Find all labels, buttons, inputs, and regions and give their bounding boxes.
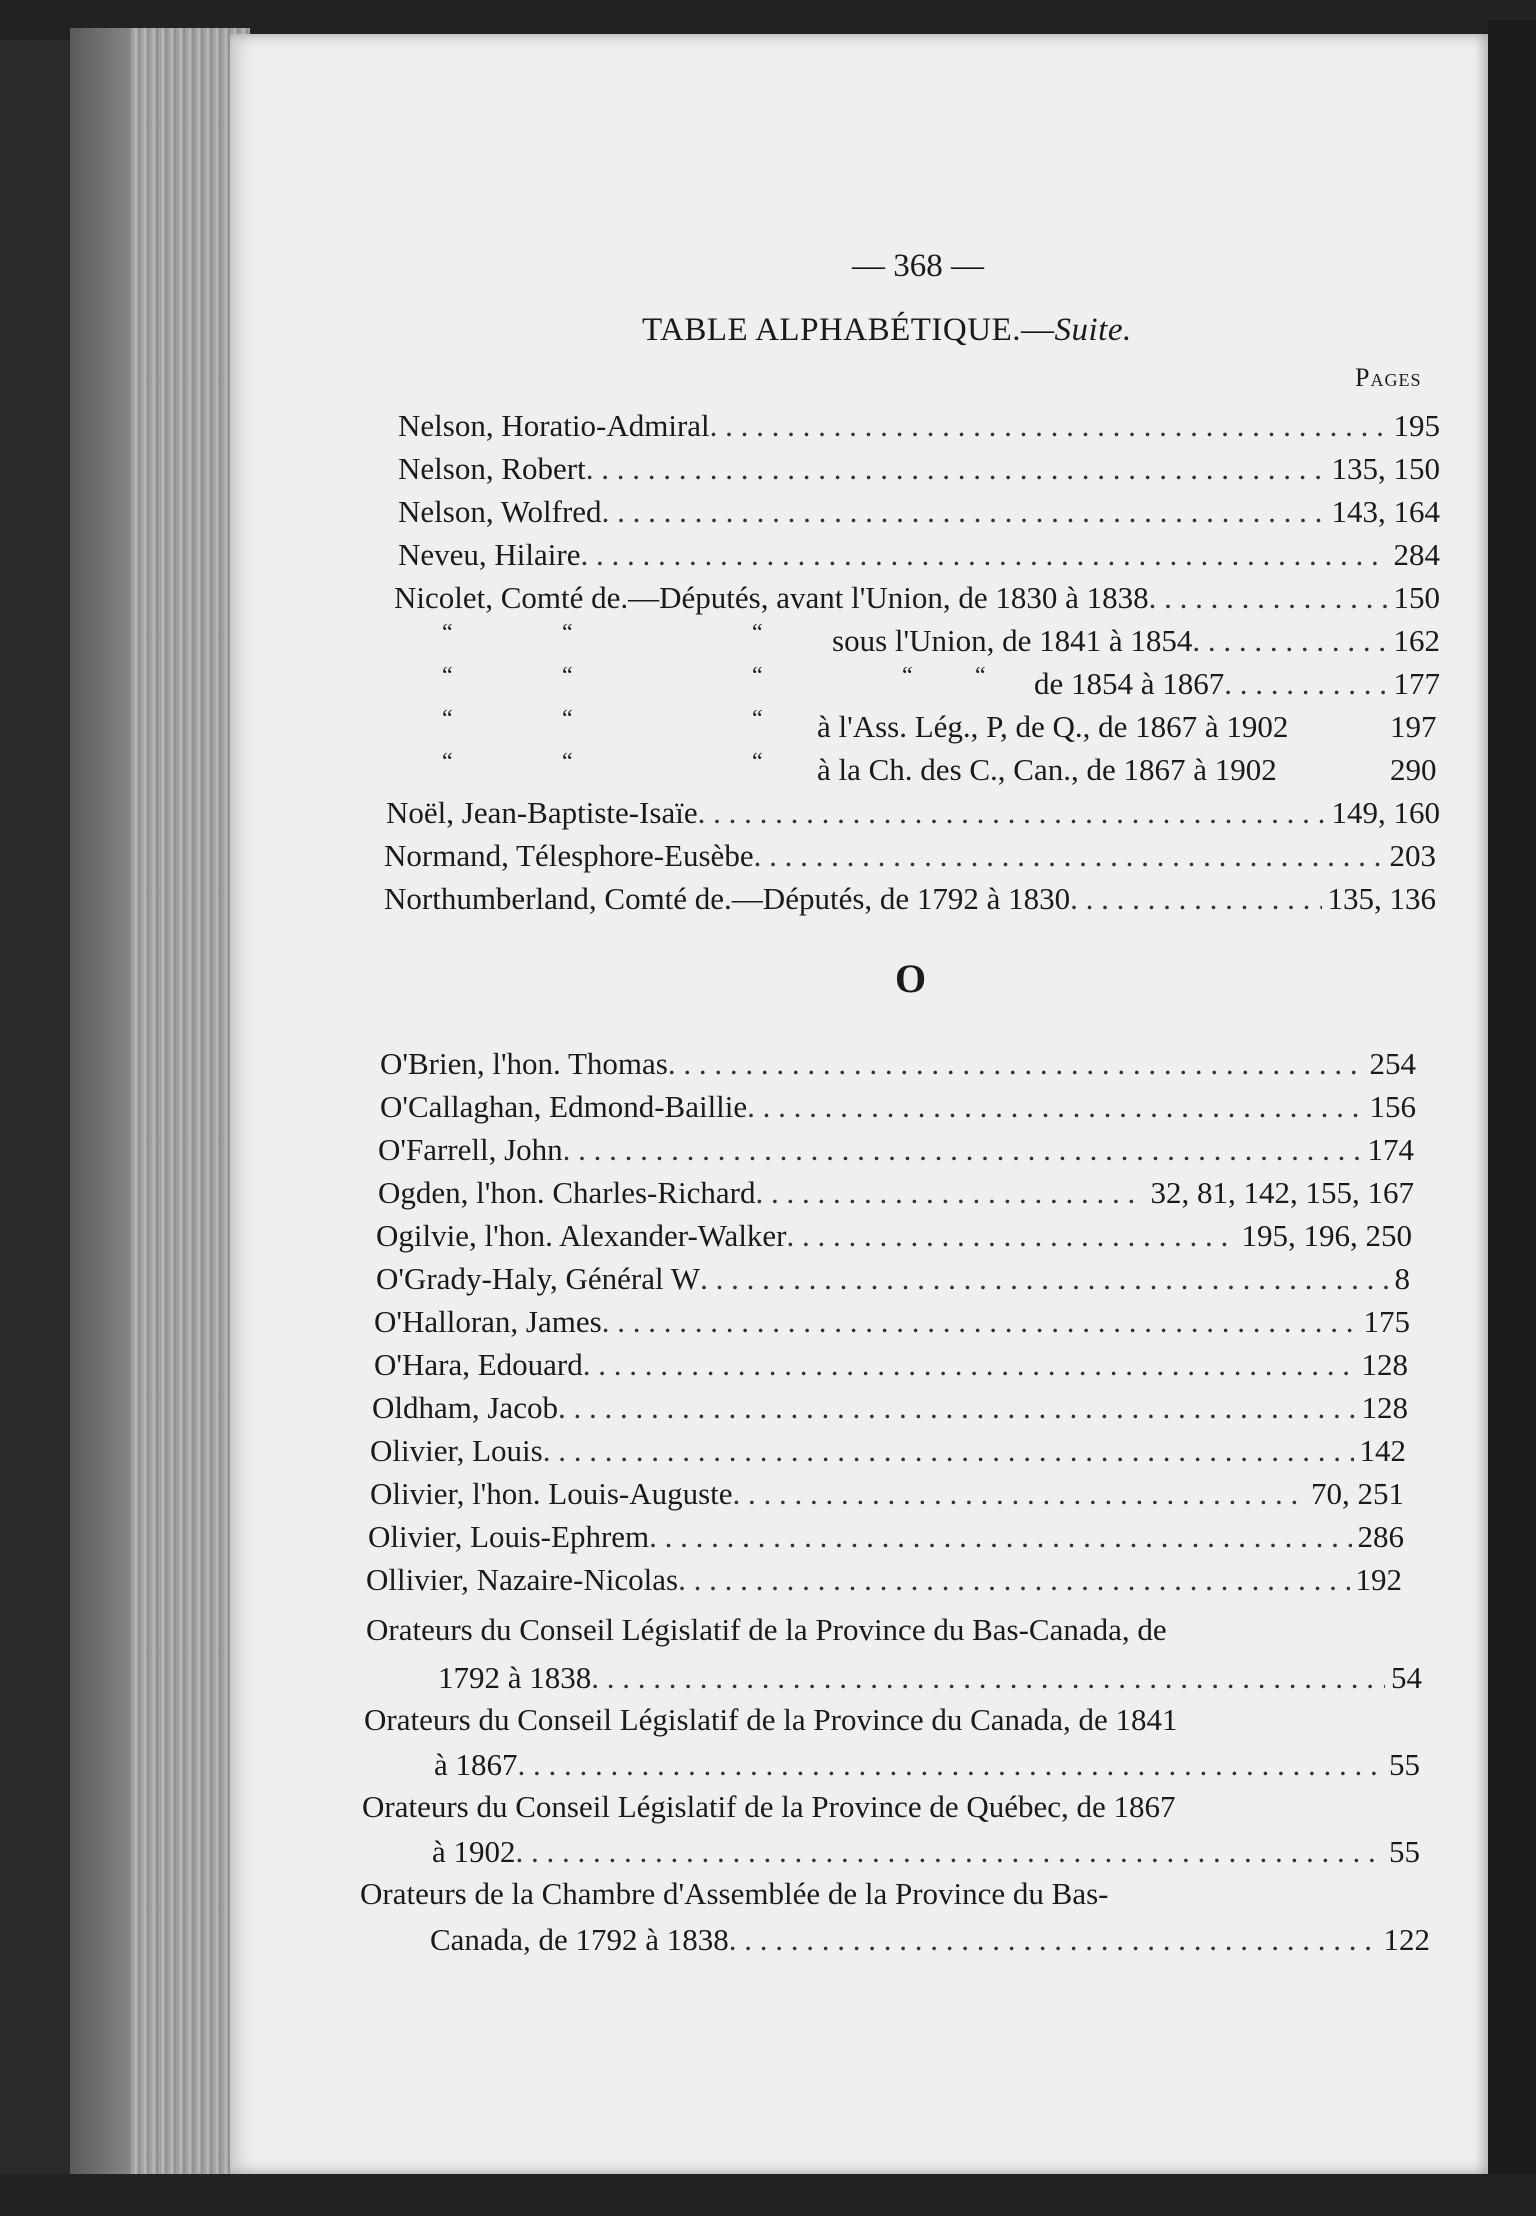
index-entry-line1: Orateurs de la Chambre d'Assemblée de la Province du Bas- bbox=[360, 1876, 1109, 1911]
index-subentry: à l'Ass. Lég., P, de Q., de 1867 à 1902 bbox=[817, 709, 1289, 744]
ditto-mark: “ bbox=[442, 663, 453, 689]
index-entry: Ogden, l'hon. Charles-Richard . . . 32, 81, 142, 155, 167 bbox=[378, 1173, 1414, 1213]
heading-main: TABLE ALPHABÉTIQUE.— bbox=[642, 312, 1055, 348]
index-entry: Normand, Télesphore-Eusèbe . . . 203 bbox=[384, 836, 1436, 876]
index-subentry: sous l'Union, de 1841 à 1854 . . . 162 bbox=[832, 621, 1440, 661]
index-subentry-pages: 290 bbox=[1390, 752, 1437, 787]
ditto-mark: “ bbox=[752, 620, 763, 646]
ditto-mark: “ bbox=[752, 749, 763, 775]
ditto-mark: “ bbox=[442, 620, 453, 646]
index-entry-line2: à 1867 . . . 55 bbox=[434, 1745, 1420, 1785]
index-entry: Olivier, Louis . . . 142 bbox=[370, 1431, 1406, 1471]
page-number: — 368 — bbox=[852, 248, 984, 284]
background-right bbox=[1488, 20, 1536, 2216]
ditto-mark: “ bbox=[442, 749, 453, 775]
index-entry-line2: Canada, de 1792 à 1838 . . . 122 bbox=[430, 1920, 1430, 1960]
index-entry: O'Halloran, James . . . 175 bbox=[374, 1302, 1410, 1342]
index-entry: O'Hara, Edouard . . . 128 bbox=[374, 1345, 1408, 1385]
index-entry: Olivier, l'hon. Louis-Auguste . . . 70, 251 bbox=[370, 1474, 1404, 1514]
index-entry: Oldham, Jacob . . . 128 bbox=[372, 1388, 1408, 1428]
ditto-mark: “ bbox=[442, 706, 453, 732]
index-entry-line1: Orateurs du Conseil Législatif de la Province du Bas-Canada, de bbox=[366, 1612, 1167, 1647]
index-entry: Noël, Jean-Baptiste-Isaïe . . . 149, 160 bbox=[386, 793, 1440, 833]
book-spine-shadow bbox=[70, 28, 130, 2178]
index-entry: Neveu, Hilaire . . . 284 bbox=[398, 535, 1440, 575]
index-subentry: de 1854 à 1867 . . . 177 bbox=[1034, 664, 1440, 704]
index-entry-nicolet: Nicolet, Comté de.—Députés, avant l'Union, de 1830 à 1838 . . . 150 bbox=[394, 578, 1440, 618]
index-entry: O'Callaghan, Edmond-Baillie . . . 156 bbox=[380, 1087, 1416, 1127]
pages-column-header: Pages bbox=[1355, 363, 1422, 392]
index-entry-line2: à 1902 . . . 55 bbox=[432, 1832, 1420, 1872]
index-entry: Ollivier, Nazaire-Nicolas . . . 192 bbox=[366, 1560, 1402, 1600]
index-entry: Northumberland, Comté de.—Députés, de 1792 à 1830 . . . 135, 136 bbox=[384, 879, 1436, 919]
index-entry-line1: Orateurs du Conseil Législatif de la Province du Canada, de 1841 bbox=[364, 1702, 1178, 1737]
index-subentry: à la Ch. des C., Can., de 1867 à 1902 bbox=[817, 752, 1277, 787]
ditto-mark: “ bbox=[975, 663, 986, 689]
index-entry: O'Brien, l'hon. Thomas . . . 254 bbox=[380, 1044, 1416, 1084]
index-entry: Olivier, Louis-Ephrem . . . 286 bbox=[368, 1517, 1404, 1557]
index-entry: O'Grady-Haly, Général W . . . 8 bbox=[376, 1259, 1410, 1299]
index-entry-line2: 1792 à 1838 . . . 54 bbox=[438, 1658, 1422, 1698]
index-entry-line1: Orateurs du Conseil Législatif de la Province de Québec, de 1867 bbox=[362, 1789, 1176, 1824]
heading-suite: Suite. bbox=[1054, 312, 1132, 348]
index-entry: Ogilvie, l'hon. Alexander-Walker . . . 195, 196, 250 bbox=[376, 1216, 1412, 1256]
index-entry: Nelson, Horatio-Admiral . . . 195 bbox=[398, 406, 1440, 446]
index-entry: Nelson, Robert . . . 135, 150 bbox=[398, 449, 1440, 489]
ditto-mark: “ bbox=[562, 620, 573, 646]
ditto-mark: “ bbox=[752, 706, 763, 732]
ditto-mark: “ bbox=[752, 663, 763, 689]
ditto-mark: “ bbox=[902, 663, 913, 689]
index-entry: Nelson, Wolfred . . . 143, 164 bbox=[398, 492, 1440, 532]
index-entry: O'Farrell, John . . . 174 bbox=[378, 1130, 1414, 1170]
page-heading bbox=[642, 312, 1132, 349]
index-subentry-pages: 197 bbox=[1390, 709, 1437, 744]
ditto-mark: “ bbox=[562, 749, 573, 775]
section-letter: O bbox=[895, 956, 927, 1001]
ditto-mark: “ bbox=[562, 706, 573, 732]
ditto-mark: “ bbox=[562, 663, 573, 689]
